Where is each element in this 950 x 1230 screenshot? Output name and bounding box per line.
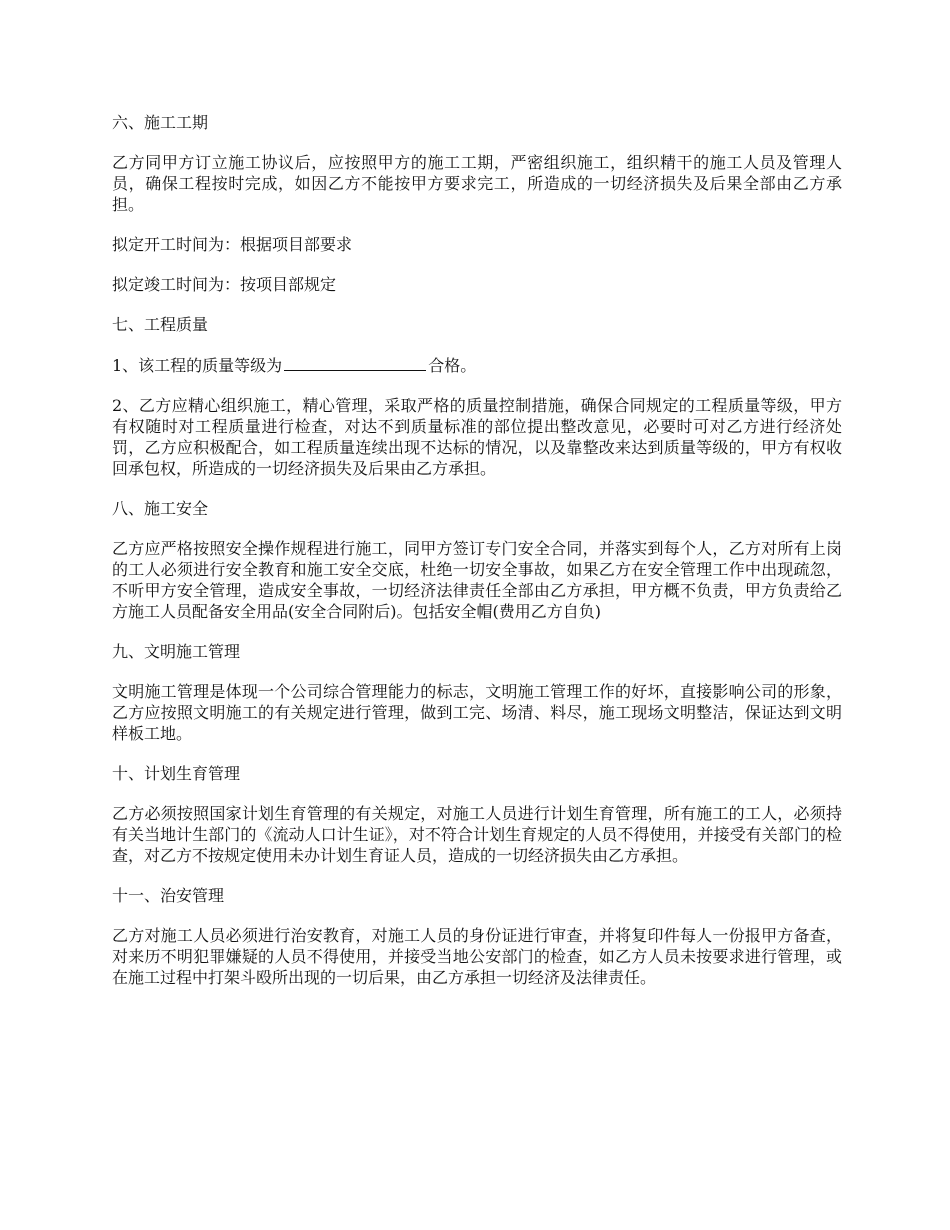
section-10-paragraph: 乙方必须按照国家计划生育管理的有关规定，对施工人员进行计划生育管理，所有施工的工人，必须持有关当地计生部门的《流动人口计生证》，对不符合计划生育规定的人员不得使用，并接受有关部门的检查，对乙方不按规定使用未办计划生育证人员，造成的一切经济损失由乙方承担。 bbox=[112, 804, 842, 865]
quality-grade-line bbox=[112, 354, 842, 376]
completion-time-line: 拟定竣工时间为：按项目部规定 bbox=[112, 275, 337, 294]
section-6-paragraph: 乙方同甲方订立施工协议后，应按照甲方的施工工期，严密组织施工，组织精干的施工人员及管理人员，确保工程按时完成，如因乙方不能按甲方要求完工，所造成的一切经济损失及后果全部由乙方承担。 bbox=[112, 153, 842, 214]
quality-grade-prefix: 1、该工程的质量等级为 bbox=[112, 356, 283, 375]
document-page bbox=[112, 112, 842, 1007]
section-6-heading: 六、施工工期 bbox=[112, 113, 209, 132]
section-10-heading: 十、计划生育管理 bbox=[112, 764, 241, 783]
section-7-heading: 七、工程质量 bbox=[112, 315, 209, 334]
section-9-paragraph: 文明施工管理是体现一个公司综合管理能力的标志，文明施工管理工作的好坏，直接影响公司的形象，乙方应按照文明施工的有关规定进行管理，做到工完、场清、料尽，施工现场文明整洁，保证达到文明样板工地。 bbox=[112, 682, 842, 743]
start-time-line: 拟定开工时间为：根据项目部要求 bbox=[112, 235, 353, 254]
section-11-paragraph: 乙方对施工人员必须进行治安教育，对施工人员的身份证进行审查，并将复印件每人一份报甲方备查，对来历不明犯罪嫌疑的人员不得使用，并接受当地公安部门的检查，如乙方人员未按要求进行管理，或在施工过程中打架斗殴所出现的一切后果，由乙方承担一切经济及法律责任。 bbox=[112, 926, 842, 987]
quality-grade-suffix: 合格。 bbox=[428, 356, 477, 375]
section-8-paragraph: 乙方应严格按照安全操作规程进行施工，同甲方签订专门安全合同，并落实到每个人，乙方对所有上岗的工人必须进行安全教育和施工安全交底，杜绝一切安全事故，如果乙方在安全管理工作中出现疏忽，不听甲方安全管理，造成安全事故，一切经济法律责任全部由乙方承担，甲方概不负责，甲方负责给乙方施工人员配备安全用品(安全合同附后)。包括安全帽(费用乙方自负) bbox=[112, 539, 842, 621]
section-11-heading: 十一、治安管理 bbox=[112, 886, 225, 905]
section-9-heading: 九、文明施工管理 bbox=[112, 642, 241, 661]
section-7-paragraph: 2、乙方应精心组织施工，精心管理，采取严格的质量控制措施，确保合同规定的工程质量等级，甲方有权随时对工程质量进行检查，对达不到质量标准的部位提出整改意见，必要时可对乙方进行经济处罚，乙方应积极配合，如工程质量连续出现不达标的情况，以及靠整改来达到质量等级的，甲方有权收回承包权，所造成的一切经济损失及后果由乙方承担。 bbox=[112, 396, 842, 478]
quality-grade-blank bbox=[284, 354, 426, 371]
section-8-heading: 八、施工安全 bbox=[112, 499, 209, 518]
